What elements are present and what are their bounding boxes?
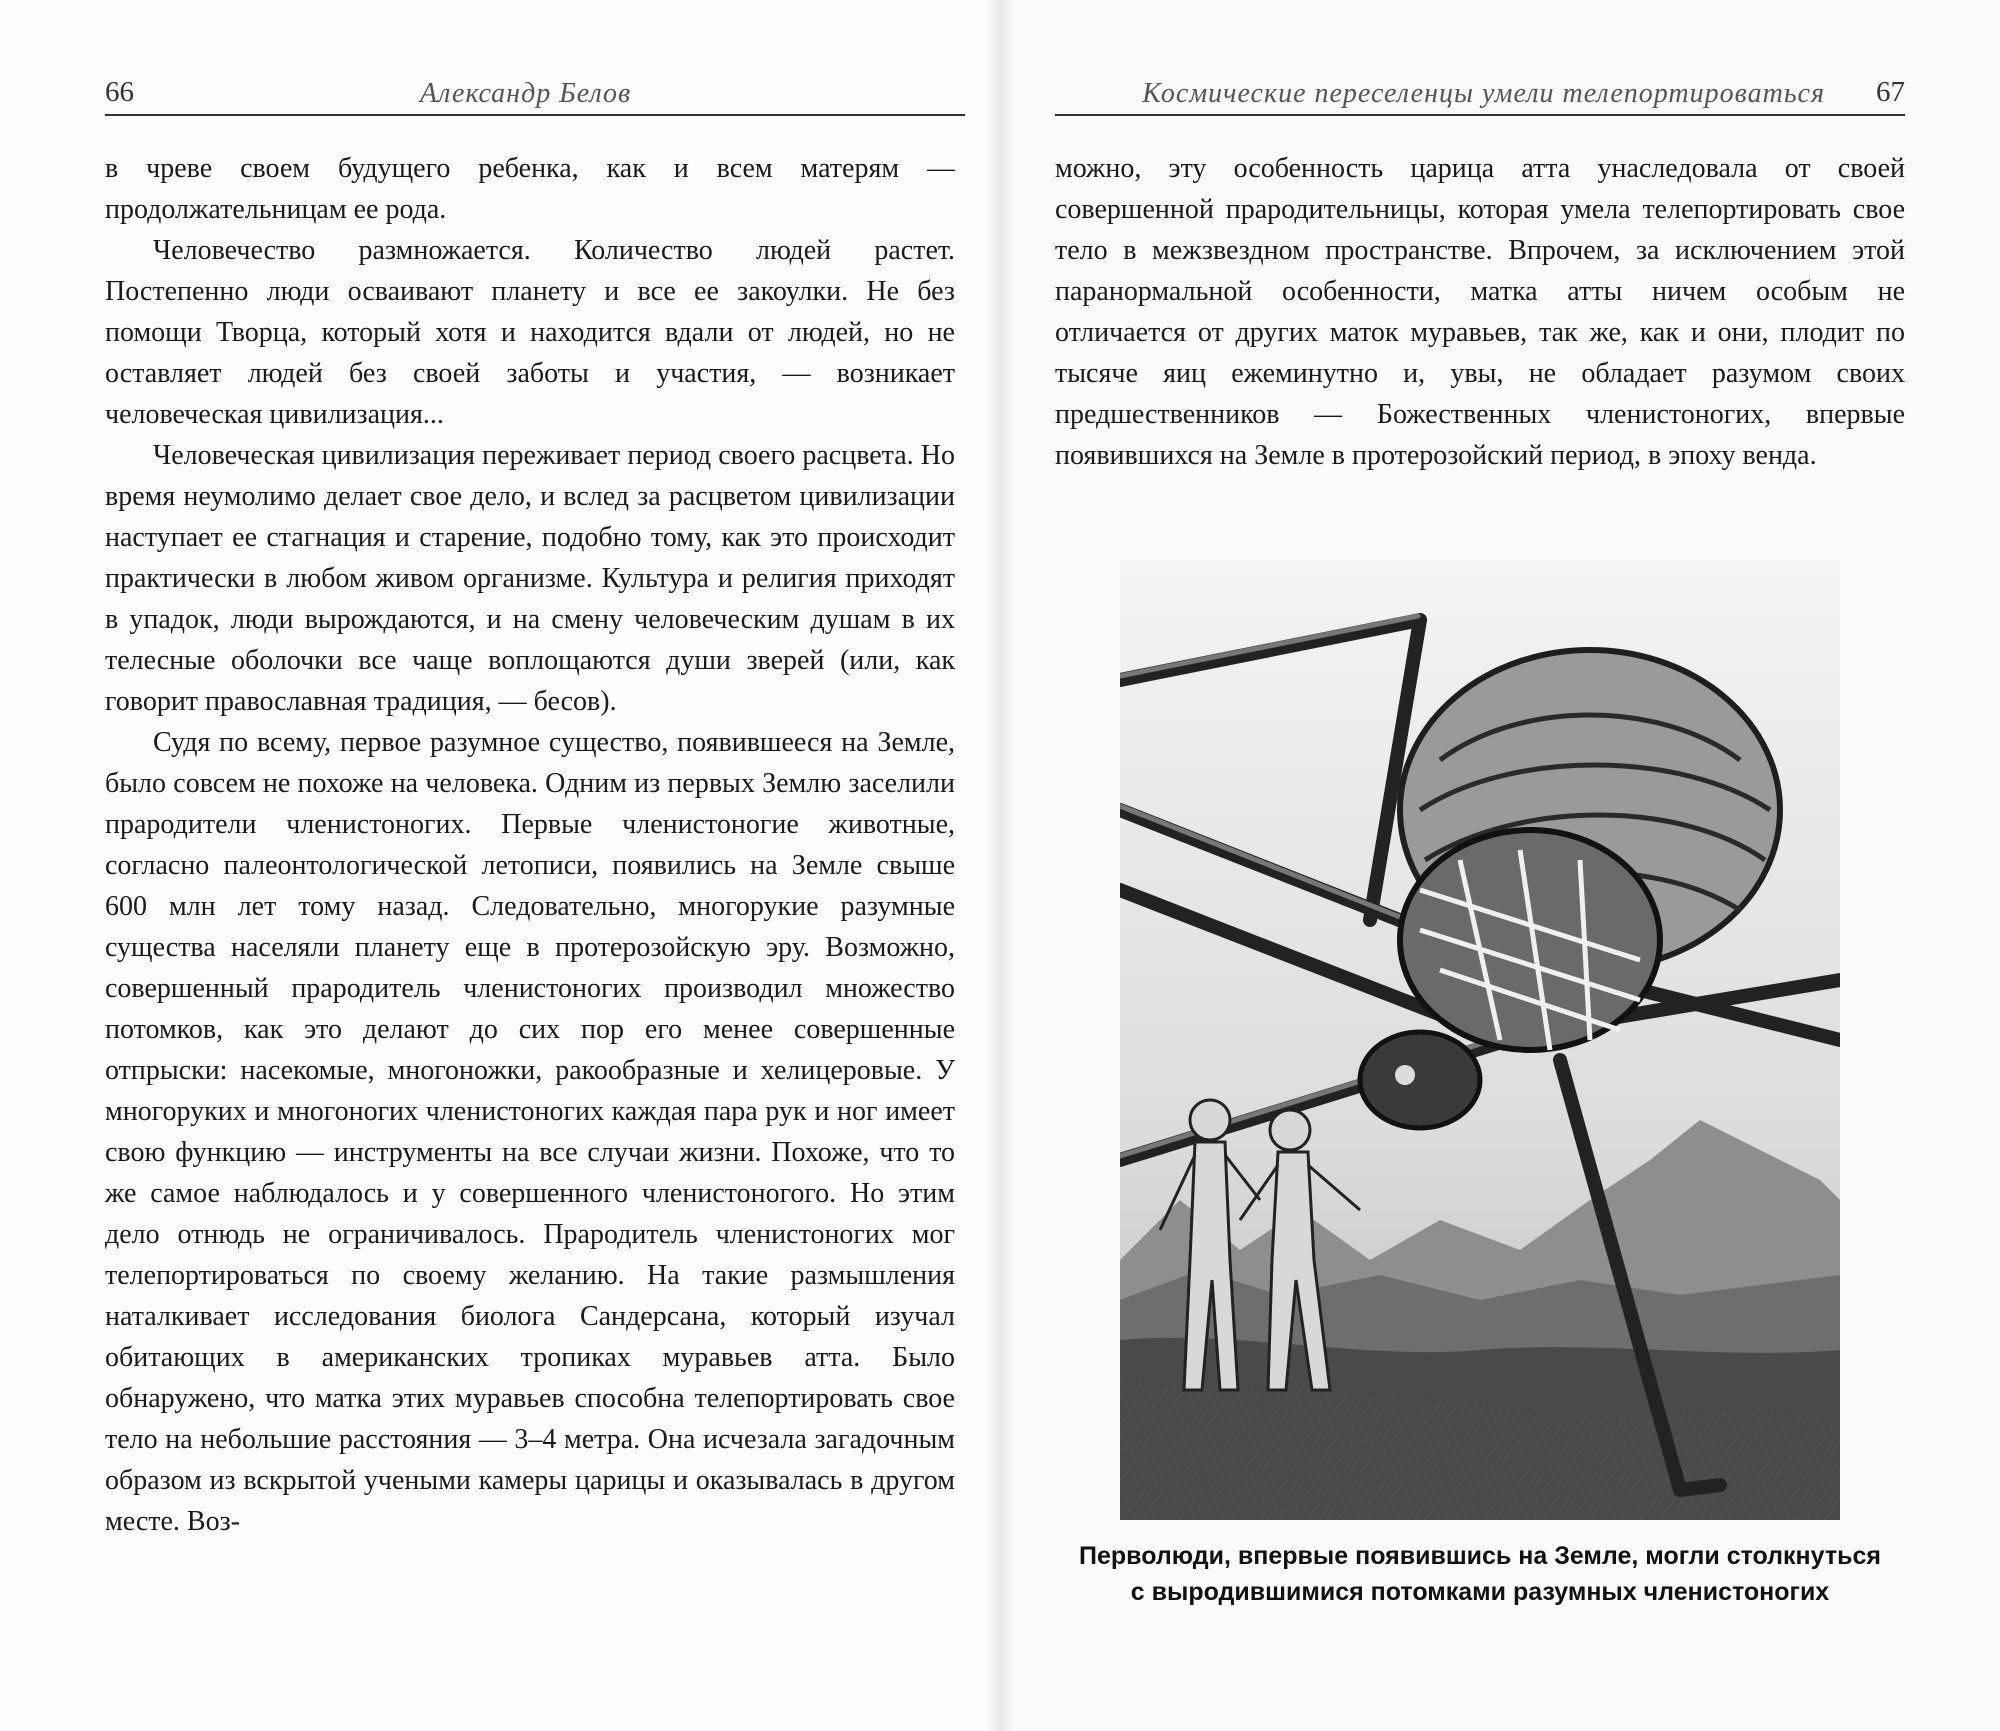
- left-text-block: [105, 148, 955, 1542]
- paragraph: Человечество размножается. Количество людей растет. Постепенно люди осваивают планету и все ее закоулки. Не без помощи Творца, который хотя и находится вдали от людей, но не оставляет людей без своей заботы и участия, — возникает человеческая цивилизация...: [105, 235, 955, 430]
- left-running-head-title: Александр Белов: [420, 78, 632, 109]
- left-page-number: 66: [105, 76, 134, 108]
- paragraph: в чреве своем будущего ребенка, как и всем матерям — продолжательницам ее рода.: [105, 153, 955, 225]
- paragraph: Человеческая цивилизация переживает период своего расцвета. Но время неумолимо делает свое дело, и вслед за расцветом цивилизации наступает ее стагнация и старение, подобно тому, как это происходит практически в любом живом организме. Культура и религия приходят в упадок, люди вырождаются, и на смену человеческим душам в их телесные оболочки все чаще воплощаются души зверей (или, как говорит православная традиция, — бесов).: [105, 440, 955, 717]
- creature-eye: [1395, 1065, 1415, 1085]
- right-page: [1000, 0, 2000, 1731]
- book-gutter: [985, 0, 1015, 1731]
- creature-thorax: [1400, 830, 1660, 1050]
- paragraph: можно, эту особенность царица атта унаследовала от своей совершенной прародительницы, которая умела телепортировать свое тело в межзвездном пространстве. Впрочем, за исключением этой паранормальной особенности, матка атты ничем особым не отличается от других маток муравьев, так же, как и они, плодит по тысяче яиц ежеминутно и, увы, не обладает разумом своих предшественников — Божественных членистоногих, впервые появившихся на Земле в протерозойский период, в эпоху венда.: [1055, 153, 1905, 471]
- creature-head: [1360, 1032, 1480, 1128]
- right-running-head: [1055, 70, 1905, 116]
- caption-line-2: с выродившимися потомками разумных членистоногих: [1130, 1578, 1830, 1606]
- caption-line-1: Перволюди, впервые появившись на Земле, могли столкнуться: [1079, 1542, 1881, 1570]
- giant-arthropod-illustration: [1120, 560, 1840, 1520]
- right-running-head-title: Космические переселенцы умели телепортироваться: [1142, 78, 1825, 109]
- illustration-caption: [1055, 1538, 1905, 1610]
- right-text-block: [1055, 148, 1905, 476]
- left-running-head: [105, 70, 965, 116]
- paragraph: Судя по всему, первое разумное существо, появившееся на Земле, было совсем не похоже на человека. Одним из первых Землю заселили прародители членистоногих. Первые членистоногие животные, согласно палеонтологической летописи, появились на Земле свыше 600 млн лет тому назад. Следовательно, многорукие разумные существа населяли планету еще в протерозойскую эру. Возможно, совершенный прародитель членистоногих производил множество потомков, как это делают до сих пор его менее совершенные отпрыски: насекомые, многоножки, ракообразные и хелицеровые. У многоруких и многоногих членистоногих каждая пара рук и ног имеет свою функцию — инструменты на все случаи жизни. Похоже, что то же самое наблюдалось и у совершенного членистоногого. Но этим дело отнюдь не ограничивалось. Прародитель членистоногих мог телепортироваться по своему желанию. На такие размышления наталкивает исследования биолога Сандерсана, который изучал обитающих в американских тропиках муравьев атта. Было обнаружено, что матка этих муравьев способна телепортировать свое тело на небольшие расстояния — 3–4 метра. Она исчезала загадочным образом из вскрытой учеными камеры царицы и оказывалась в другом месте. Воз-: [105, 727, 955, 1537]
- right-page-number: 67: [1876, 76, 1905, 108]
